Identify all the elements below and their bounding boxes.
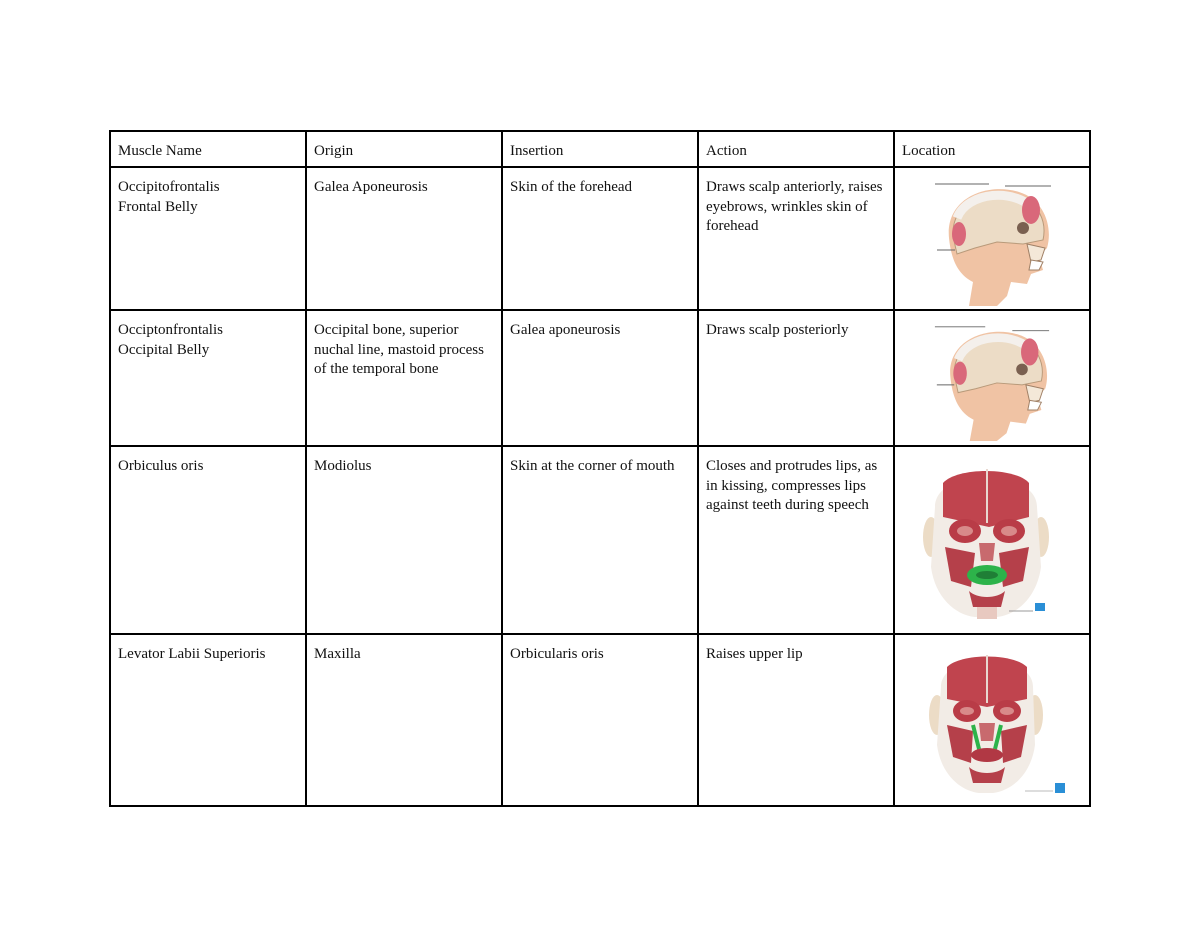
muscle-name-cell: Orbiculus oris [110,446,306,634]
location-cell [894,310,1090,446]
origin-cell: Galea Aponeurosis [306,167,502,310]
table-row [110,446,1090,634]
header-action: Action [698,131,894,167]
action-cell: Raises upper lip [698,634,894,806]
insertion-cell: Skin at the corner of mouth [502,446,698,634]
facial-muscles-illustration [907,645,1077,805]
origin-cell: Occipital bone, superior nuchal line, mastoid process of the temporal bone [306,310,502,446]
header-origin: Origin [306,131,502,167]
header-muscle-name: Muscle Name [110,131,306,167]
header-insertion: Insertion [502,131,698,167]
origin-cell: Modiolus [306,446,502,634]
table-row [110,634,1090,806]
skull-lateral-illustration [927,178,1057,306]
action-cell: Closes and protrudes lips, as in kissing, compresses lips against teeth during speech [698,446,894,634]
skull-lateral-illustration [929,321,1055,441]
facial-muscles-illustration [917,457,1067,633]
action-cell: Draws scalp anteriorly, raises eyebrows, wrinkles skin of forehead [698,167,894,310]
location-cell [894,634,1090,806]
origin-cell: Maxilla [306,634,502,806]
insertion-cell: Galea aponeurosis [502,310,698,446]
location-cell [894,167,1090,310]
table-row [110,310,1090,446]
muscle-table [109,130,1091,807]
insertion-cell: Orbicularis oris [502,634,698,806]
muscle-name-cell: Occiptonfrontalis Occipital Belly [110,310,306,446]
table-row [110,167,1090,310]
header-location: Location [894,131,1090,167]
location-cell [894,446,1090,634]
insertion-cell: Skin of the forehead [502,167,698,310]
action-cell: Draws scalp posteriorly [698,310,894,446]
muscle-name-cell: Levator Labii Superioris [110,634,306,806]
muscle-name-cell: Occipitofrontalis Frontal Belly [110,167,306,310]
header-row [110,131,1090,167]
